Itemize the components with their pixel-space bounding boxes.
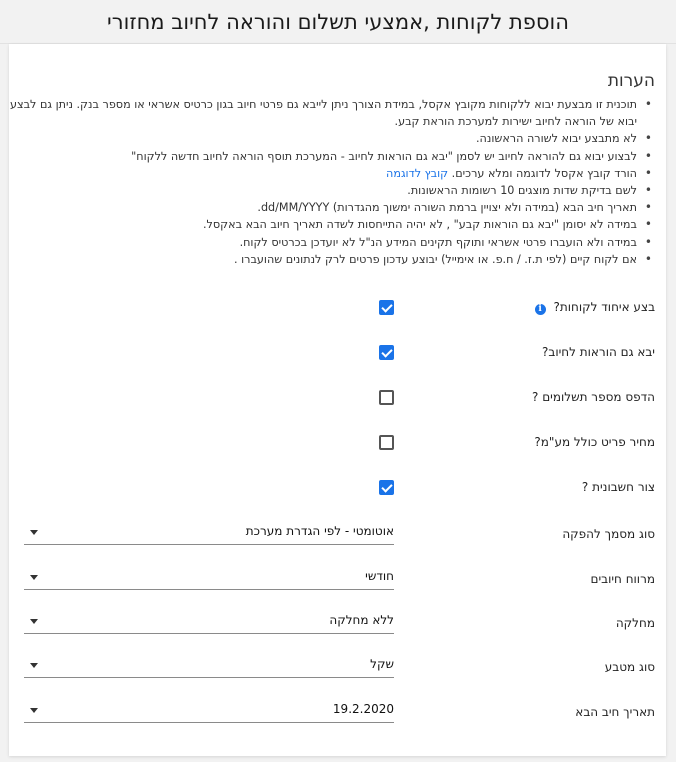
page-title: הוספת לקוחות ,אמצעי תשלום והוראה לחיוב מחזורי: [107, 10, 569, 34]
note-item: • אם לקוח קיים (לפי ת.ז. / ח.פ. או אימייל) יבוצע עדכון פרטים לרק לנתונים שהועברו .: [0, 251, 637, 268]
notes-title: הערות: [607, 71, 655, 91]
chevron-down-icon: [30, 619, 38, 624]
billing-interval-select[interactable]: [24, 567, 394, 590]
notes-list: [0, 96, 659, 268]
note-item: • במידה ולא הועברו פרטי אשראי ותוקף תקינים המידע הנ"ל לא יועדכן בכרטיס לקוח.: [0, 234, 637, 251]
print-payments-label: הדפס מספר תשלומים ?: [532, 390, 655, 404]
import-form-card: [9, 44, 666, 756]
note-item: • במידה לא יסומן "יבא גם הוראות קבע" , לא יהיה התייחסות לשדה תאריך חיוב הבא באקסל.: [0, 216, 637, 233]
chevron-down-icon: [30, 575, 38, 580]
merge-customers-checkbox[interactable]: [379, 300, 394, 315]
create-invoice-label: צור חשבונית ?: [581, 480, 655, 494]
next-charge-date-label: תאריך חיב הבא: [575, 705, 655, 719]
download-note-text: הורד קובץ אקסל לדוגמה ומלא ערכים.: [451, 166, 637, 180]
note-item: • תוכנית זו מבצעת יבוא ללקוחות מקובץ אקסל, במידת הצורך ניתן לייבא גם פרטי חיוב בגון כרטיס אשראי או מספר בנק. ניתן גם לבצע יבוא של הוראה לחיוב ישירות למערכת הוראת קבע.: [0, 96, 637, 130]
sample-file-link[interactable]: קובץ לדוגמה: [386, 166, 449, 180]
currency-label: סוג מטבע: [604, 660, 655, 674]
billing-interval-value: חודשי: [365, 569, 394, 583]
document-type-value: אוטומטי - לפי הגדרת מערכת: [245, 524, 394, 538]
note-item-download: [0, 165, 637, 182]
department-value: ללא מחלקה: [329, 613, 394, 627]
department-label: מחלקה: [615, 616, 655, 630]
price-includes-vat-label: מחיר פריט כולל מע"מ?: [534, 435, 655, 449]
price-includes-vat-checkbox[interactable]: [379, 435, 394, 450]
currency-value: שקל: [370, 657, 394, 671]
note-item: • לשם בדיקת שדות מוצגים 10 רשומות הראשונות.: [0, 182, 637, 199]
info-icon[interactable]: i: [535, 304, 546, 315]
chevron-down-icon: [30, 663, 38, 668]
chevron-down-icon: [30, 708, 38, 713]
department-select[interactable]: [24, 611, 394, 634]
next-charge-date-select[interactable]: [24, 700, 394, 723]
chevron-down-icon: [30, 530, 38, 535]
note-item: • לבצוע יבוא גם להוראה לחיוב יש לסמן "יבא גם הוראות לחיוב - המערכת תוסף הוראה לחיוב חדשה ללקוח": [0, 148, 637, 165]
import-orders-label: יבא גם הוראות לחיוב?: [542, 345, 655, 359]
currency-select[interactable]: [24, 655, 394, 678]
import-orders-checkbox[interactable]: [379, 345, 394, 360]
billing-interval-label: מרווח חיובים: [590, 572, 655, 586]
note-item: • תאריך חיב הבא (במידה ולא יצויין ברמת השורה ימשוך מהגדרות) dd/MM/YYYY.: [0, 199, 637, 216]
page-header: [0, 0, 676, 44]
create-invoice-checkbox[interactable]: [379, 480, 394, 495]
document-type-select[interactable]: [24, 522, 394, 545]
note-item: • לא מתבצע יבוא לשורה הראשונה.: [0, 130, 637, 147]
merge-customers-text: בצע איחוד לקוחות?: [553, 300, 655, 314]
print-payments-checkbox[interactable]: [379, 390, 394, 405]
next-charge-date-value: 19.2.2020: [332, 702, 394, 716]
document-type-label: סוג מסמך להפקה: [562, 527, 655, 541]
merge-customers-label: [485, 300, 655, 315]
